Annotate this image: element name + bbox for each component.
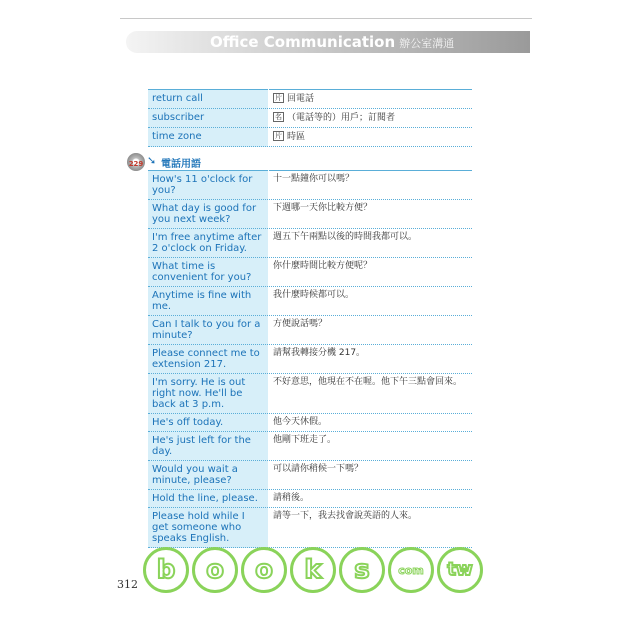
table-row: [148, 258, 472, 287]
phrase-english: Please connect me to extension 217.: [148, 345, 269, 374]
table-row: [148, 171, 472, 200]
part-of-speech-badge: 名: [275, 113, 282, 121]
table-row: [148, 374, 472, 414]
books-com-tw-watermark: [143, 547, 483, 593]
header-title-en: Office Communication: [210, 33, 396, 51]
phrase-english: Hold the line, please.: [148, 490, 269, 508]
glossary-meaning-text: （電話等的）用戶；訂閱者: [287, 113, 396, 123]
page-number: 312: [117, 578, 138, 591]
part-of-speech-badge: 片: [275, 94, 282, 102]
table-row: [148, 414, 472, 432]
phrase-english: Anytime is fine with me.: [148, 287, 269, 316]
table-row: [148, 200, 472, 229]
table-row: [148, 432, 472, 461]
phrase-chinese: 不好意思，他現在不在喔。他下午三點會回來。: [269, 374, 473, 414]
table-row: [148, 461, 472, 490]
phrase-english: Can I talk to you for a minute?: [148, 316, 269, 345]
glossary-meaning-text: 回電話: [287, 94, 315, 104]
glossary-term: return call: [148, 90, 269, 109]
phrase-english: How's 11 o'clock for you?: [148, 171, 269, 200]
phrase-english: Would you wait a minute, please?: [148, 461, 269, 490]
watermark-letter: o: [241, 547, 287, 593]
table-row: [148, 345, 472, 374]
phrase-chinese: 我什麼時候都可以。: [269, 287, 473, 316]
table-row: [148, 490, 472, 508]
watermark-letter: s: [339, 547, 385, 593]
phrase-english: He's off today.: [148, 414, 269, 432]
phrase-chinese: 他今天休假。: [269, 414, 473, 432]
watermark-letter: b: [143, 547, 189, 593]
table-row: [148, 109, 472, 128]
table-row: [148, 128, 472, 147]
phrase-chinese: 可以請你稍候一下嗎？: [269, 461, 473, 490]
watermark-letter: com: [388, 547, 434, 593]
phrase-chinese: 請幫我轉接分機 217。: [269, 345, 473, 374]
glossary-meaning: [269, 109, 473, 128]
phrase-chinese: 下週哪一天你比較方便？: [269, 200, 473, 229]
phrase-english: I'm sorry. He is out right now. He'll be back at 3 p.m.: [148, 374, 269, 414]
arrow-icon: ➘: [147, 154, 157, 167]
phrase-chinese: 請等一下，我去找會說英語的人來。: [269, 508, 473, 548]
phrase-chinese: 十一點鐘你可以嗎？: [269, 171, 473, 200]
glossary-meaning-text: 時區: [287, 132, 306, 142]
phrase-english: What day is good for you next week?: [148, 200, 269, 229]
table-row: [148, 229, 472, 258]
top-border: [120, 18, 532, 19]
table-row: [148, 316, 472, 345]
phrase-chinese: 他剛下班走了。: [269, 432, 473, 461]
phrases-table: [148, 170, 472, 548]
phrase-english: Please hold while I get someone who speaks English.: [148, 508, 269, 548]
phrase-english: What time is convenient for you?: [148, 258, 269, 287]
watermark-letter: o: [192, 547, 238, 593]
section-title: 電話用語: [161, 159, 201, 170]
watermark-letter: k: [290, 547, 336, 593]
table-row: [148, 90, 472, 109]
watermark-letter: tw: [437, 547, 483, 593]
phrase-chinese: 方便說話嗎？: [269, 316, 473, 345]
table-row: [148, 508, 472, 548]
phrase-english: I'm free anytime after 2 o'clock on Friday.: [148, 229, 269, 258]
track-number: 229: [128, 160, 144, 168]
phrase-chinese: 請稍後。: [269, 490, 473, 508]
table-row: [148, 287, 472, 316]
page-header-title: [210, 33, 454, 51]
glossary-table: [148, 89, 472, 147]
glossary-term: time zone: [148, 128, 269, 147]
phrase-chinese: 你什麼時間比較方便呢？: [269, 258, 473, 287]
glossary-term: subscriber: [148, 109, 269, 128]
part-of-speech-badge: 片: [275, 132, 282, 140]
phrase-chinese: 週五下午兩點以後的時間我都可以。: [269, 229, 473, 258]
phrase-english: He's just left for the day.: [148, 432, 269, 461]
glossary-meaning: [269, 128, 473, 147]
glossary-meaning: [269, 90, 473, 109]
header-title-zh: 辦公室溝通: [399, 37, 455, 50]
